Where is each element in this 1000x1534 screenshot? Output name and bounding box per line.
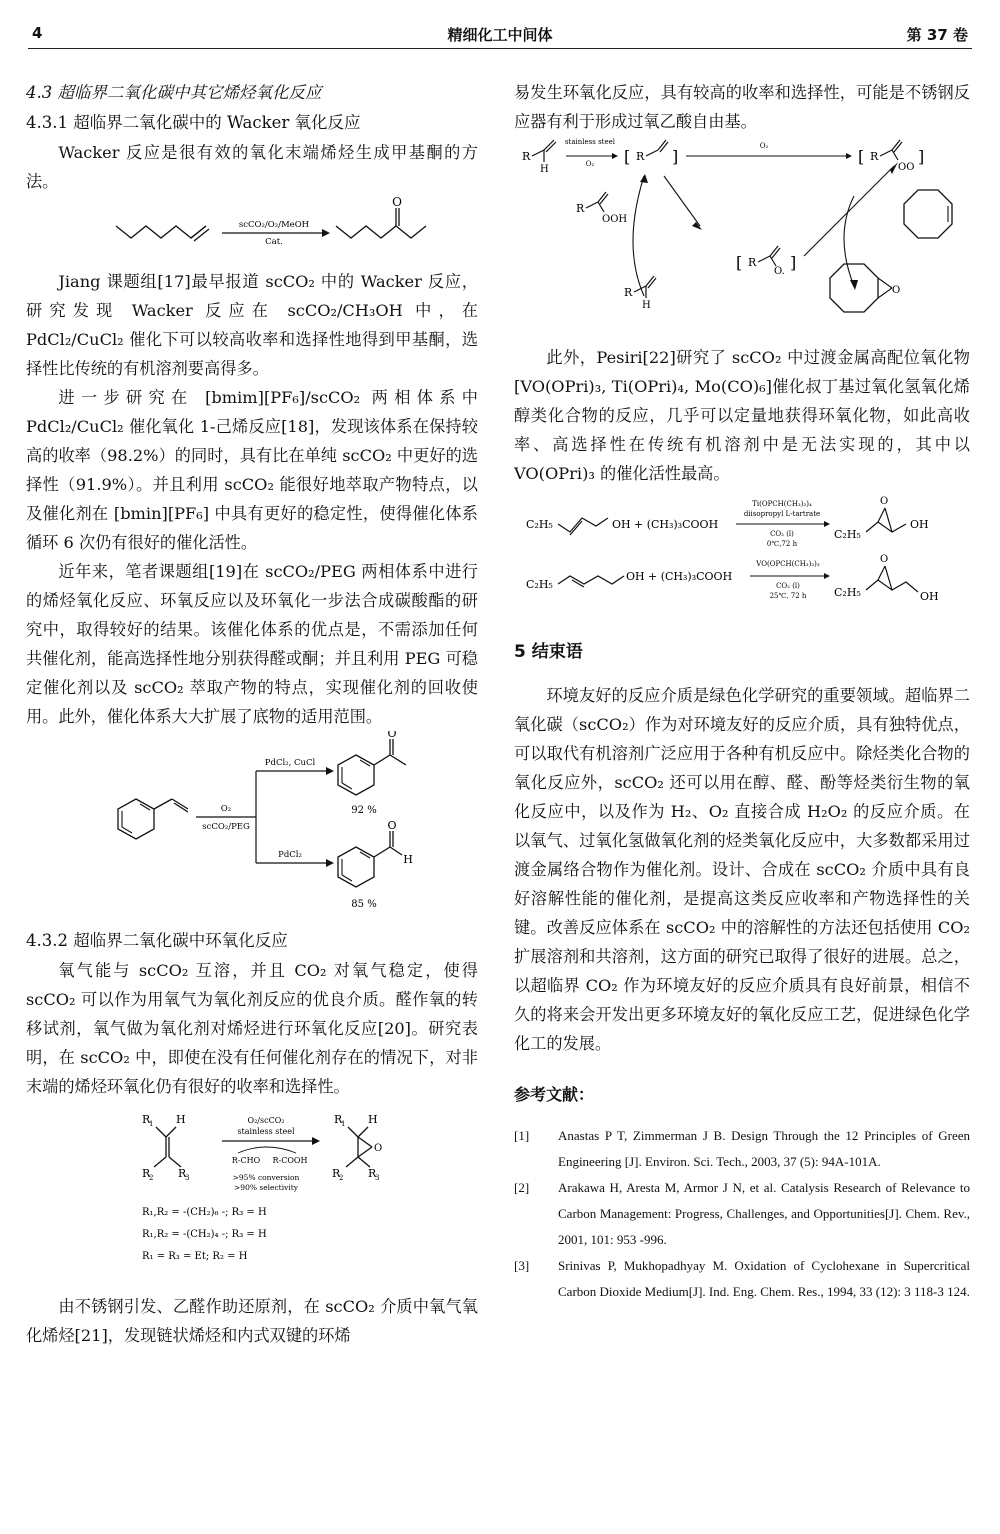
wacker-catalyst-label: Cat. (265, 237, 283, 247)
reference-item: [3] Srinivas P, Mukhopadhyay M. Oxidation of Cyclohexane in Supercritical Carbon Dioxide Medium[J]. Ind. Eng. Chem. Res., 1994, 33 (12): 3 118-3 124. (514, 1258, 970, 1299)
substituent-1: R₁,R₂ = -(CH₂)₆ -; R₃ = H (142, 1207, 267, 1218)
svg-text:O: O (880, 554, 889, 565)
section-4-3-heading: 4.3 超临界二氧化碳中其它烯烃氧化反应 (26, 83, 322, 102)
selectivity-label: >90% selectivity (234, 1183, 298, 1192)
svg-text:R: R (368, 1167, 377, 1180)
co2-label-1: CO₂ (l) (770, 530, 794, 538)
o2-scco2-label: O₂/scCO₂ (247, 1116, 285, 1125)
svg-text:R: R (142, 1167, 151, 1180)
o2-label-2: O₂ (759, 142, 769, 150)
benzaldehyde-hydrogen: H (403, 853, 413, 866)
acetophenone-molecule (338, 739, 406, 795)
paragraph-continued: 易发生环氧化反应，具有较高的收率和选择性，可能是不锈钢反应器有利于形成过氧乙酸自由基。 (514, 83, 970, 131)
rcho-label: R-CHO (231, 1156, 261, 1165)
o2-label: O₂ (220, 804, 232, 814)
o2-label-1: O₂ (585, 160, 595, 168)
section-5-heading: 5 结束语 (514, 642, 583, 662)
right-column (514, 78, 970, 1305)
methyl-ketone-chain (336, 226, 426, 238)
svg-text:R: R (576, 202, 585, 215)
svg-text:R: R (522, 150, 531, 163)
svg-text:H: H (176, 1113, 186, 1126)
paragraph-peg: 近年来，笔者课题组[19]在 scCO₂/PEG 两相体系中进行的烯烃氧化反应、环氧反应以及环氧化一步法合成碳酸酯的研究中，取得较好的结果。该催化体系的优点是，不需添加任何共催化剂，能高选择性地分别获得醛或酮；并且利用 PEG 可稳定催化剂以及 scCO₂ 萃取产物的特点，实现催化剂的回收使用。此外，催化体系大大扩展了底物的适用范围。 (26, 562, 478, 726)
journal-title: 精细化工中间体 (447, 26, 553, 44)
tbhp-label-2: + (CH₃)₃COOH (648, 570, 733, 583)
rcooh-label: R-COOH (272, 1156, 308, 1165)
reference-item: [1] Anastas P T, Zimmerman J B. Design Through the 12 Principles of Green Engineering [J]. Environ. Sci. Tech., 2003, 37 (5): 94A-101A. (514, 1128, 970, 1169)
svg-text:2: 2 (149, 1174, 154, 1182)
stainless-steel-label: stainless steel (237, 1127, 295, 1136)
conversion-label: >95% conversion (232, 1173, 300, 1182)
svg-text:H: H (540, 164, 549, 175)
svg-text:H: H (642, 300, 651, 311)
alkene-molecule (142, 1113, 189, 1182)
svg-text:R: R (332, 1167, 341, 1180)
scheme-styrene-oxidation (26, 731, 478, 917)
yield-acetophenone: 92 % (351, 805, 377, 816)
svg-text:O: O (880, 496, 889, 507)
svg-text:O.: O. (774, 266, 785, 277)
references-list (514, 1123, 970, 1305)
oh-label-2: OH (910, 518, 929, 531)
ti-catalyst-label: Ti(OPCH(CH₃)₂)₄ (752, 500, 812, 508)
substituent-3: R₁ = R₃ = Et; R₂ = H (142, 1251, 248, 1262)
page-header (28, 22, 972, 49)
cyclooctene-ring (904, 190, 952, 238)
svg-text:R: R (624, 286, 633, 299)
section-4-3-1-heading: 4.3.1 超临界二氧化碳中的 Wacker 氧化反应 (26, 113, 361, 132)
scheme-allylic-alcohol-epoxidation (514, 488, 970, 618)
page-number: 4 (32, 24, 43, 42)
paragraph-stainless-steel: 由不锈钢引发、乙醛作助还原剂，在 scCO₂ 介质中氧气氧化烯烃[21]，发现链状烯烃和内式双键的环烯 (26, 1297, 478, 1345)
wacker-reagent-label: scCO₂/O₂/MeOH (238, 220, 310, 230)
left-column (26, 78, 478, 1350)
svg-text:2: 2 (339, 1174, 344, 1182)
volume-label: 第 37 卷 (906, 26, 968, 44)
acetophenone-oxygen: O (387, 731, 397, 740)
tbhp-label-1: + (CH₃)₃COOH (634, 518, 719, 531)
svg-text:[: [ (624, 147, 631, 166)
stainless-steel-label: stainless steel (564, 138, 616, 146)
paragraph-conclusion: 环境友好的反应介质是绿色化学研究的重要领域。超临界二氧化碳（scCO₂）作为对环境友好的反应介质，具有独特优点，可以取代有机溶剂广泛应用于各种有机反应中。除烃类化合物的氧化反应外，scCO₂ 还可以用在醇、醛、酚等烃类衍生物的氧化反应中，以及作为 H₂、O₂ 直接合成 H₂O₂ 的反应介质。在以氧气、过氧化氢做氧化剂的烃类氧化反应中，大多数都采用过渡金属络合物作为催化剂。设计、合成在 scCO₂ 介质中具有良好溶解性能的催化剂，是提高这类反应收率和产物选择性的关键。改善反应体系在 scCO₂ 中的溶解性的方法还包括使用 CO₂ 扩展溶剂和共溶剂，这方面的研究已取得了很好的进展。总之，以超临界 CO₂ 作为环境友好的反应介质具有良好前景，相信不久的将来会开发出更多环境友好的氧化反应工艺，促进绿色化学化工的发展。 (514, 686, 970, 1053)
svg-text:R: R (748, 256, 757, 269)
svg-text:R: R (636, 150, 645, 163)
paragraph-pesiri: 此外，Pesiri[22]研究了 scCO₂ 中过渡金属高配位氧化物[VO(OPri)₃, Ti(OPri)₄, Mo(CO)₆]催化叔丁基过氧化氢氧化烯醇类化合物的反应，几乎可以定量地获得环氧化物，如此高收率、高选择性在传统有机溶剂中是无法实现的，其中以 VO(OPri)₃ 的催化活性最高。 (514, 348, 970, 483)
svg-text:OO: OO (898, 162, 915, 173)
temp-time-1: 0℃,72 h (766, 540, 798, 548)
svg-text:]: ] (672, 147, 679, 166)
tartrate-label: diisopropyl L-tartrate (743, 510, 821, 518)
svg-text:]: ] (790, 253, 797, 272)
svg-text:O: O (892, 285, 901, 296)
substituent-2: R₁,R₂ = -(CH₂)₄ -; R₃ = H (142, 1229, 267, 1240)
epoxide-molecule (332, 1113, 382, 1182)
oh-label-3: OH (626, 570, 645, 583)
pdcl2-cucl-label: PdCl₂, CuCl (264, 758, 316, 768)
paragraph-jiang: Jiang 课题组[17]最早报道 scCO₂ 中的 Wacker 反应，研究发现 Wacker 反应在 scCO₂/CH₃OH 中，在 PdCl₂/CuCl₂ 催化下可以较高收率和选择性地得到甲基酮，选择性比传统的有机溶剂要高得多。 (26, 272, 478, 378)
temp-time-2: 25℃, 72 h (769, 592, 807, 600)
pdcl2-label: PdCl₂ (278, 850, 302, 860)
references-heading: 参考文献： (514, 1085, 595, 1104)
ethyl-label-3: C₂H₅ (526, 578, 553, 591)
svg-text:1: 1 (341, 1120, 346, 1128)
paragraph-wacker-intro: Wacker 反应是很有效的氧化末端烯烃生成甲基酮的方法。 (26, 143, 478, 191)
benzaldehyde-molecule (338, 831, 402, 887)
svg-text:1: 1 (149, 1120, 154, 1128)
scheme-radical-mechanism (514, 136, 970, 334)
oh-label-1: OH (612, 518, 631, 531)
svg-text:3: 3 (375, 1174, 380, 1182)
svg-text:[: [ (736, 253, 743, 272)
benzaldehyde-oxygen: O (387, 819, 397, 832)
paragraph-epoxidation: 氧气能与 scCO₂ 互溶，并且 CO₂ 对氧气稳定，使得 scCO₂ 可以作为用氧气为氧化剂反应的优良介质。醛作氧的转移试剂，氧气做为氧化剂对烯烃进行环氧化反应[20]。研究表明，在 scCO₂ 中，即使在没有任何催化剂存在的情况下，对非末端的烯烃环氧化仍有很好的收率和选择性。 (26, 961, 478, 1096)
scheme-alkene-epoxidation (26, 1101, 478, 1277)
scheme-wacker-oxidation (26, 196, 478, 258)
svg-text:R: R (870, 150, 879, 163)
scco2-peg-label: scCO₂/PEG (202, 822, 250, 832)
svg-text:]: ] (918, 147, 925, 166)
svg-text:3: 3 (185, 1174, 190, 1182)
co2-label-2: CO₂ (l) (776, 582, 800, 590)
yield-benzaldehyde: 85 % (351, 899, 377, 910)
styrene-molecule (118, 799, 188, 839)
svg-text:H: H (368, 1113, 378, 1126)
svg-text:R: R (334, 1113, 343, 1126)
paragraph-bmim: 进一步研究在 [bmim][PF₆]/scCO₂ 两相体系中 PdCl₂/CuCl₂ 催化氧化 1-己烯反应[18]，发现该体系在保持较高的收率（98.2%）的同时，具有比在单纯 scCO₂ 中更好的选择性（91.9%）。并且利用 scCO₂ 能很好地萃取产物特点，以及催化剂在 [bmin][PF₆] 中具有更好的稳定性，使得催化体系循环 6 次仍有很好的催化活性。 (26, 388, 478, 552)
ketone-oxygen: O (392, 196, 402, 209)
oh-label-4: OH (920, 590, 939, 603)
ethyl-label-1: C₂H₅ (526, 518, 553, 531)
ethyl-label-2: C₂H₅ (834, 528, 861, 541)
svg-text:OOH: OOH (602, 214, 628, 225)
svg-text:O: O (374, 1143, 383, 1154)
svg-text:[: [ (858, 147, 865, 166)
svg-text:R: R (142, 1113, 151, 1126)
ethyl-label-4: C₂H₅ (834, 586, 861, 599)
reference-item: [2] Arakawa H, Aresta M, Armor J N, et al. Catalysis Research of Relevance to Carbon Management: Progress, Challenges, and Opportunities[J]. Chem. Rev., 2001, 101: 953 -996. (514, 1180, 970, 1247)
svg-text:R: R (178, 1167, 187, 1180)
vo-catalyst-label: VO(OPCH(CH₃)₂)₃ (756, 560, 820, 568)
section-4-3-2-heading: 4.3.2 超临界二氧化碳中环氧化反应 (26, 931, 288, 950)
